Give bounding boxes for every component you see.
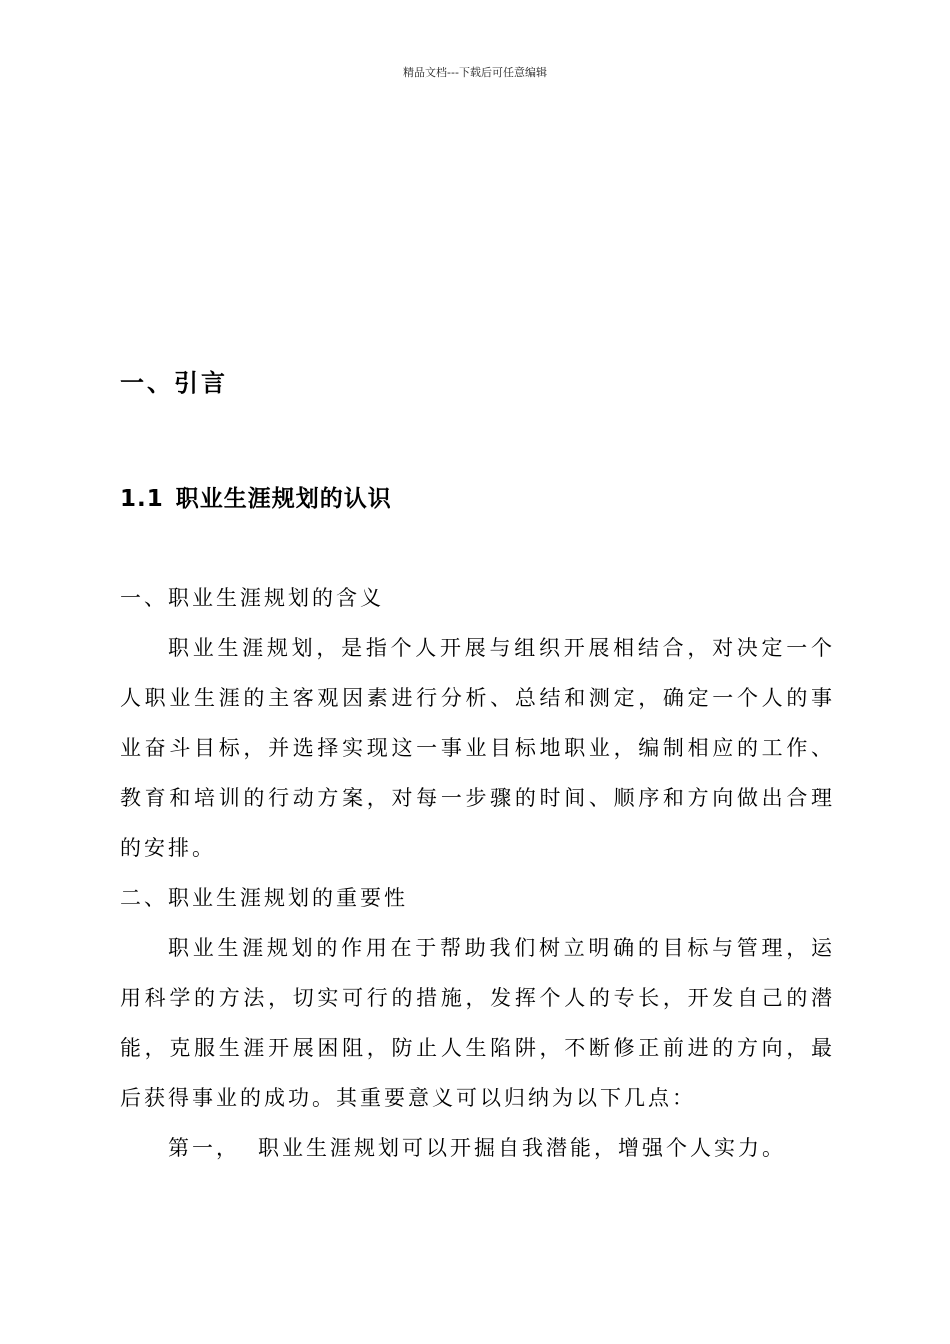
point-one bbox=[120, 1123, 832, 1173]
paragraph-line: 人职业生涯的主客观因素进行分析、总结和测定，确定一个人的事 bbox=[120, 686, 832, 710]
paragraph-line: 教育和培训的行动方案，对每一步骤的时间、顺序和方向做出合理 bbox=[120, 786, 832, 810]
paragraph-line: 职业生涯规划的作用在于帮助我们树立明确的目标与管理，运 bbox=[168, 936, 832, 960]
section-number: 1.1 bbox=[120, 486, 164, 512]
point-one-label: 第一， bbox=[168, 1136, 240, 1160]
paragraph-line: 后获得事业的成功。其重要意义可以归纳为以下几点： bbox=[120, 1086, 696, 1110]
subsection-title-meaning: 一、职业生涯规划的含义 bbox=[120, 586, 384, 610]
paragraph-line: 的安排。 bbox=[120, 836, 216, 860]
document-body bbox=[120, 573, 832, 1173]
subsection-title-importance: 二、职业生涯规划的重要性 bbox=[120, 886, 408, 910]
heading-introduction: 一、引言 bbox=[120, 369, 228, 397]
paragraph-line: 能，克服生涯开展困阻，防止人生陷阱，不断修正前进的方向，最 bbox=[120, 1036, 832, 1060]
point-one-text: 职业生涯规划可以开掘自我潜能，增强个人实力。 bbox=[258, 1136, 786, 1160]
section-title: 职业生涯规划的认识 bbox=[175, 486, 392, 512]
paragraph-line: 职业生涯规划，是指个人开展与组织开展相结合，对决定一个 bbox=[168, 636, 832, 660]
heading-section-1-1 bbox=[120, 482, 392, 516]
page-header: 精品文档---下载后可任意编辑 bbox=[403, 66, 547, 79]
paragraph-line: 用科学的方法，切实可行的措施，发挥个人的专长，开发自己的潜 bbox=[120, 986, 832, 1010]
paragraph-line: 业奋斗目标，并选择实现这一事业目标地职业，编制相应的工作、 bbox=[120, 736, 832, 760]
